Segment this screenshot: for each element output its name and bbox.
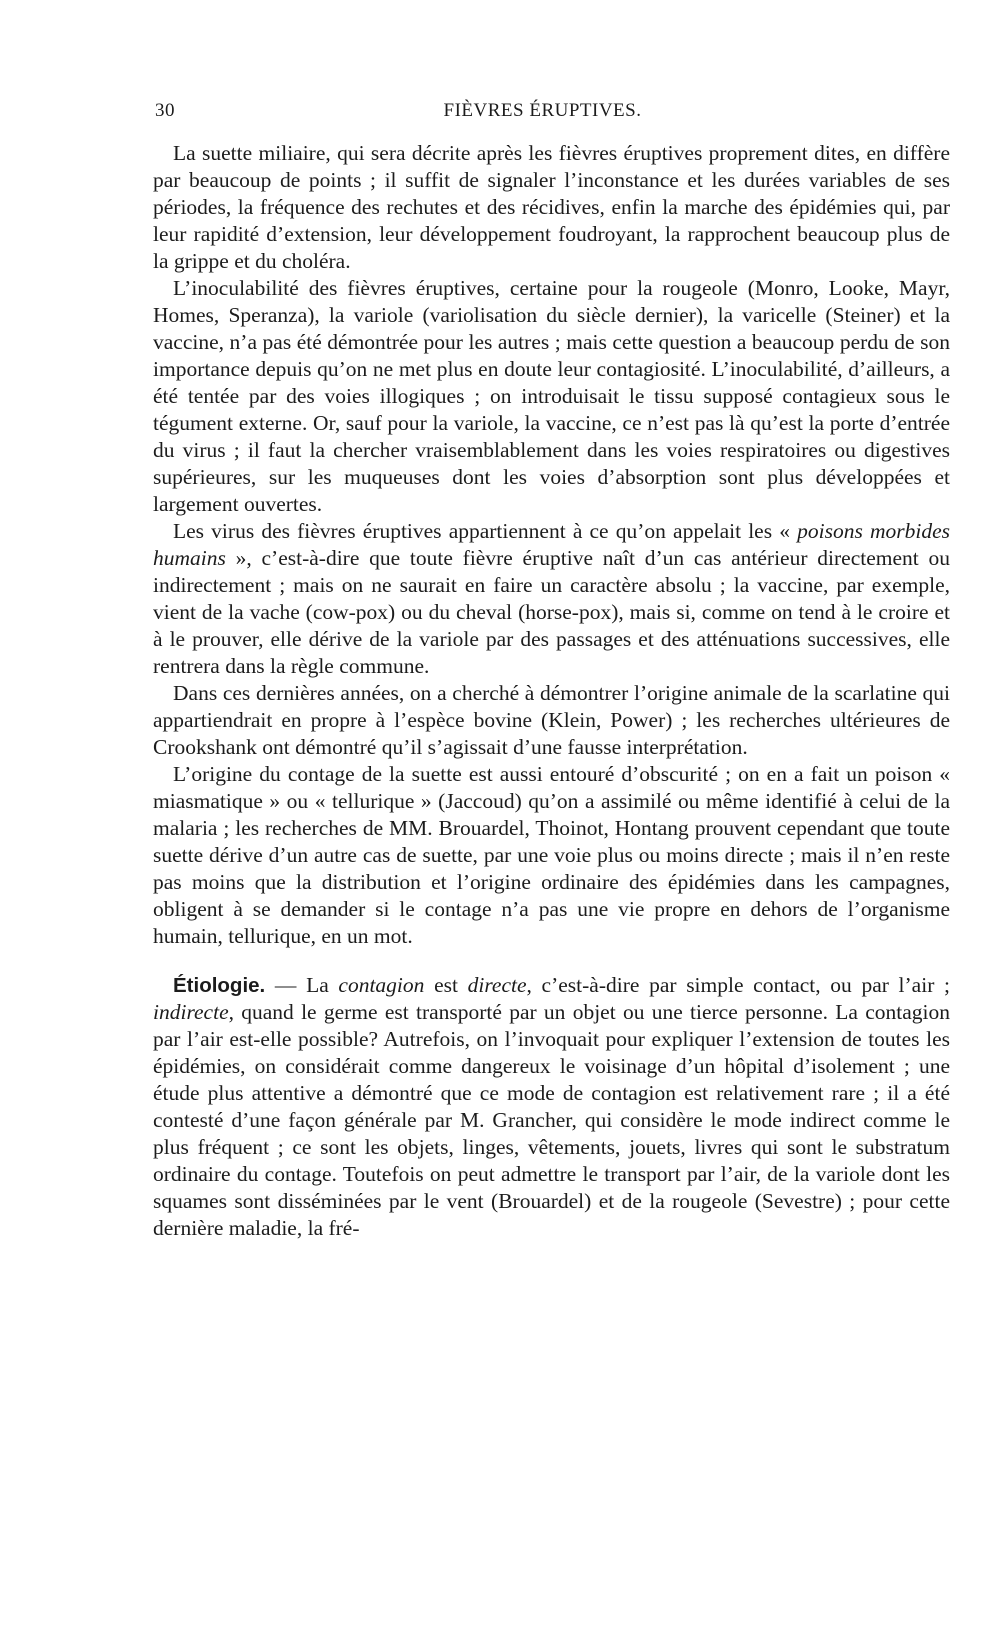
italic-term: indirecte <box>153 1000 229 1024</box>
italic-term: directe <box>467 973 527 997</box>
text-run: — La <box>265 973 339 997</box>
body-text <box>153 140 950 1242</box>
section-heading-etiologie: Étiologie. <box>173 974 266 997</box>
running-title: FIÈVRES ÉRUPTIVES. <box>443 100 642 121</box>
italic-term: contagion <box>338 973 425 997</box>
paragraph-inoculabilite: L’inoculabilité des fièvres éruptives, certaine pour la rougeole (Monro, Looke, Mayr, Homes, Speranza), la variole (variolisation du siècle dernier), la varicelle (Steiner) et la vaccine, n’a pas été démontrée pour les autres ; mais cette question a beaucoup perdu de son importance depuis qu’on ne met plus en doute leur contagiosité. L’inoculabilité, d’ailleurs, a été tentée par des voies illogiques ; on introduisait le tissu supposé contagieux sous le tégument externe. Or, sauf pour la variole, la vaccine, ce n’est pas là qu’est la porte d’entrée du virus ; il faut la chercher vraisemblablement dans les voies respiratoires ou digestives supérieures, sur les muqueuses dont les voies d’absorption sont plus développées et largement ouvertes. <box>153 276 950 516</box>
paragraph-suette: La suette miliaire, qui sera décrite après les fièvres éruptives proprement dites, en diffère par beaucoup de points ; il suffit de signaler l’inconstance et les durées variables de ses périodes, la fréquence des rechutes et des récidives, enfin la marche des épidémies qui, par leur rapidité d’extension, leur développement foudroyant, la rapprochent beaucoup plus de la grippe et du choléra. <box>153 141 950 273</box>
page-number: 30 <box>155 100 175 121</box>
text-run: , c’est-à-dire par simple contact, ou par l’air ; <box>526 973 950 997</box>
text-run: , quand le germe est transporté par un objet ou une tierce personne. La contagion par l’air est-elle possible? Autrefois, on l’invoquait pour expliquer l’extension de toutes les épidémies, on considérait comme dangereux le voisinage d’un hôpital d’isolement ; une étude plus attentive a démontré que ce mode de contagion est relativement rare ; il a été contesté d’une façon générale par M. Grancher, qui considère le mode indirect comme le plus fréquent ; ce sont les objets, linges, vêtements, jouets, livres qui sont le substratum ordinaire du contage. Toutefois on peut admettre le transport par l’air, de la variole dont les squames sont disséminées par le vent (Brouardel) et de la rougeole (Sevestre) ; pour cette dernière maladie, la fré- <box>153 1000 950 1240</box>
paragraph-contage-suette: L’origine du contage de la suette est aussi entouré d’obscurité ; on en a fait un poison « miasmatique » ou « tellurique » (Jaccoud) qu’on a assimilé ou même identifié à celui de la malaria ; les recherches de MM. Brouardel, Thoinot, Hontang prouvent cependant que toute suette dérive d’un autre cas de suette, par une voie plus ou moins directe ; mais il n’en reste pas moins que la distribution et l’origine ordinaire des épidémies dans les campagnes, obligent à se demander si le contage n’a pas une vie propre en dehors de l’organisme humain, tellurique, en un mot. <box>153 762 950 948</box>
text-run: », c’est-à-dire que toute fièvre éruptive naît d’un cas antérieur directement ou indirectement ; mais on ne saurait en faire un caractère absolu ; la vaccine, par exemple, vient de la vache (cow-pox) ou du cheval (horse-pox), mais si, comme on tend à le croire et à le prouver, elle dérive de la variole par des passages et des atténuations successives, elle rentrera dans la règle commune. <box>153 546 950 678</box>
italic-term: poisons morbides humains <box>153 519 950 570</box>
page-header <box>155 100 890 128</box>
text-run: est <box>424 973 468 997</box>
text-run: Les virus des fièvres éruptives appartiennent à ce qu’on appelait les « <box>173 519 798 543</box>
paragraph-scarlatine: Dans ces dernières années, on a cherché à démontrer l’origine animale de la scarlatine qui appartiendrait en propre à l’espèce bovine (Klein, Power) ; les recherches ultérieures de Crookshank ont démontré qu’il s’agissait d’une fausse interprétation. <box>153 681 950 759</box>
paragraph-virus <box>153 518 950 680</box>
paragraph-etiologie <box>153 972 950 1242</box>
